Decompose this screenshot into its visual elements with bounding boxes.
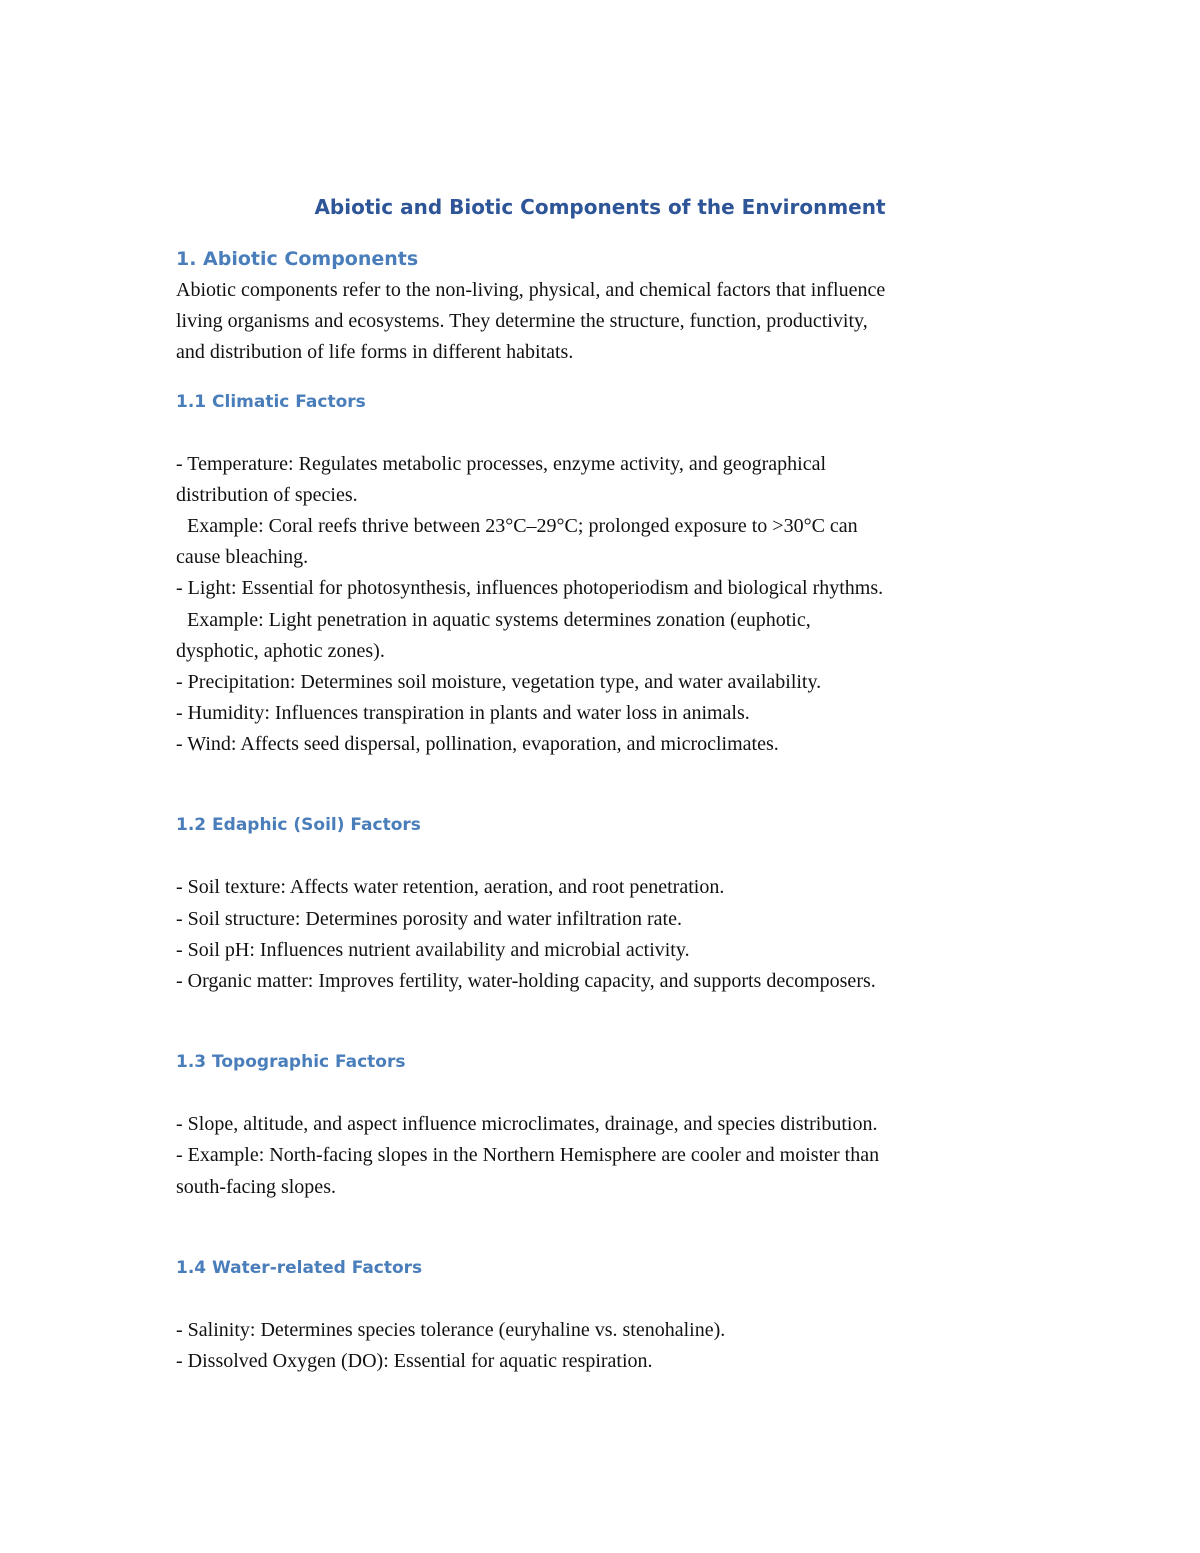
- spacer: [176, 1078, 1036, 1109]
- paragraph-line: living organisms and ecosystems. They determine the structure, function, productivity,: [176, 310, 868, 333]
- spacer: [176, 369, 1036, 387]
- paragraph-line: Abiotic components refer to the non-living, physical, and chemical factors that influence: [176, 279, 886, 301]
- subsection-heading-climatic: 1.1 Climatic Factors: [176, 391, 366, 412]
- list-line: - Soil structure: Determines porosity and water infiltration rate.: [176, 907, 682, 930]
- list-line: distribution of species.: [176, 483, 358, 506]
- edaphic-factors-list: [176, 872, 1036, 997]
- list-line: - Light: Essential for photosynthesis, influences photoperiodism and biological rhythms.: [176, 577, 884, 600]
- list-line: - Soil pH: Influences nutrient availability and microbial activity.: [176, 938, 690, 961]
- list-line: - Wind: Affects seed dispersal, pollination, evaporation, and microclimates.: [176, 733, 779, 756]
- spacer: [176, 997, 1036, 1047]
- topographic-factors-list: [176, 1109, 1036, 1203]
- list-line: - Soil texture: Affects water retention, aeration, and root penetration.: [176, 876, 725, 899]
- section-heading-abiotic: 1. Abiotic Components: [176, 248, 419, 270]
- list-line: - Temperature: Regulates metabolic processes, enzyme activity, and geographical: [176, 452, 827, 475]
- abiotic-intro-paragraph: [176, 275, 1036, 369]
- document-title: Abiotic and Biotic Components of the Environment: [314, 195, 886, 219]
- subsection-heading-topographic: 1.3 Topographic Factors: [176, 1052, 406, 1073]
- list-line: - Example: North-facing slopes in the Northern Hemisphere are cooler and moister than: [176, 1144, 880, 1167]
- list-line: dysphotic, aphotic zones).: [176, 639, 385, 662]
- spacer: [176, 418, 1036, 449]
- list-line: - Salinity: Determines species tolerance (euryhaline vs. stenohaline).: [176, 1318, 726, 1341]
- list-line: south-facing slopes.: [176, 1175, 336, 1198]
- list-line: - Organic matter: Improves fertility, water-holding capacity, and supports decomposers.: [176, 970, 876, 992]
- list-line: - Precipitation: Determines soil moisture, vegetation type, and water availability.: [176, 670, 822, 693]
- paragraph-line: and distribution of life forms in different habitats.: [176, 341, 574, 364]
- list-line: - Dissolved Oxygen (DO): Essential for aquatic respiration.: [176, 1349, 653, 1372]
- subsection-heading-water: 1.4 Water-related Factors: [176, 1257, 423, 1278]
- list-line: - Humidity: Influences transpiration in plants and water loss in animals.: [176, 702, 750, 725]
- water-factors-list: [176, 1315, 1036, 1377]
- list-line: - Slope, altitude, and aspect influence microclimates, drainage, and species distribution.: [176, 1113, 878, 1136]
- list-line: cause bleaching.: [176, 546, 309, 569]
- spacer: [176, 841, 1036, 872]
- document-body: [176, 188, 1036, 1377]
- spacer: [176, 1203, 1036, 1253]
- subsection-heading-edaphic: 1.2 Edaphic (Soil) Factors: [176, 815, 421, 836]
- example-line: Example: Light penetration in aquatic systems determines zonation (euphotic,: [187, 608, 811, 631]
- example-line: Example: Coral reefs thrive between 23°C–29°C; prolonged exposure to >30°C can: [187, 514, 858, 537]
- spacer: [176, 760, 1036, 810]
- climatic-factors-list: [176, 449, 1036, 761]
- spacer: [176, 1284, 1036, 1315]
